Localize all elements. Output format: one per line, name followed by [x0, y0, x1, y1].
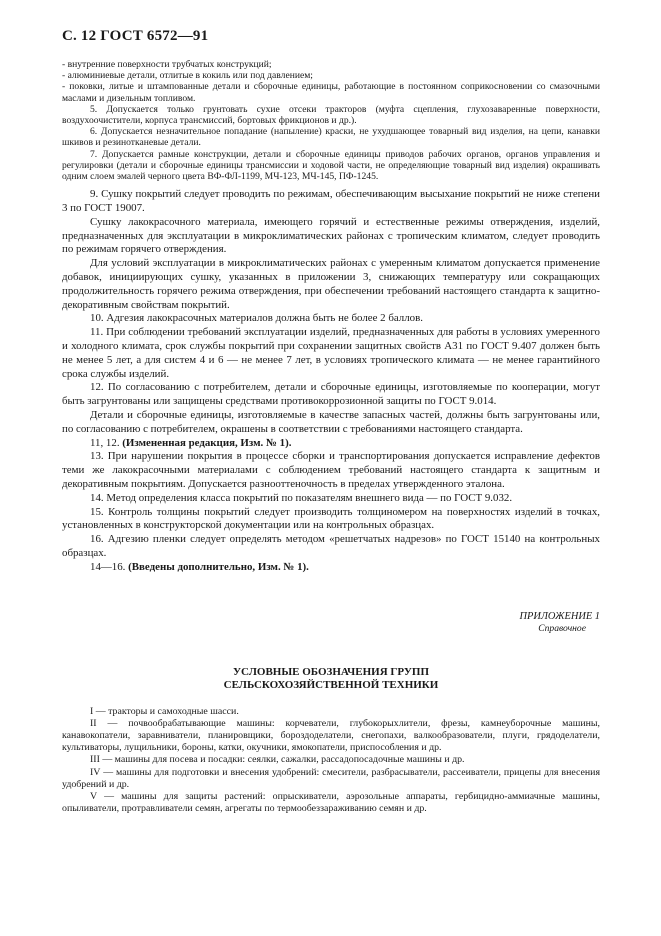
clause-16: 16. Адгезию пленки следует определять методом «решетчатых надрезов» по ГОСТ 15140 на контрольных образцах.	[62, 533, 600, 559]
appendix-label: ПРИЛОЖЕНИЕ 1	[519, 610, 600, 622]
clause-9-additives: Для условий эксплуатации в микроклиматических районах с умеренным климатом допускается применение добавок, инициирующих сушку, указанных в приложении 3, снижающих температуру или сокращающих продолжительность горячего режима отверждения, при обеспечении требований настоящего стандарта к защитно-декоративным свойствам покрытий.	[62, 257, 600, 311]
document-page	[62, 28, 600, 815]
clause-9-drying-tropical: Сушку лакокрасочного материала, имеющего горячий и естественные режимы отверждения, изделий, предназначенных для эксплуатации в микроклиматических районах с тропическим климатом, следует проводить по режимам горячего отверждения.	[62, 215, 600, 256]
clause-12: 12. По согласованию с потребителем, детали и сборочные единицы, изготовляемые по кооперации, могут быть загрунтованы или защищены средствами противокоррозионной защиты по ГОСТ 9.014.	[62, 381, 600, 408]
appendix-title-line-1: УСЛОВНЫЕ ОБОЗНАЧЕНИЯ ГРУПП	[232, 665, 430, 678]
appendix-item-1: I — тракторы и самоходные шасси.	[90, 705, 239, 717]
clause-15: 15. Контроль толщины покрытий следует производить толщиномером на поверхностях изделий в точках, установленных в конструкторской документации или на контрольных образцах.	[62, 505, 600, 532]
amendment-text: (Введены дополнительно, Изм. № 1).	[128, 560, 309, 573]
clause-11: 11. При соблюдении требований эксплуатации изделий, предназначенных для работы в условиях умеренного и холодного климата, срок службы покрытий при сохранении защитных свойств А31 по ГОСТ 9.407 должен быть не менее 5 лет, а для систем 4 и 6 — не менее 7 лет, в условиях тропического климата — не менее гарантийного срока службы изделий.	[62, 326, 600, 380]
amendment-note-11-12	[62, 437, 600, 451]
amendment-text: (Измененная редакция, Изм. № 1).	[122, 436, 292, 449]
clause-5: 5. Допускается только грунтовать сухие отсеки тракторов (муфта сцепления, глухозаваренные поверхности, воздухоочистители, корпуса трансмиссий, бортовых фрикционов и др.).	[62, 103, 600, 127]
clause-12-spare-parts: Детали и сборочные единицы, изготовляемые в качестве запасных частей, должны быть загрунтованы или, по согласованию с потребителем, окрашены в соответствии с требованиями настоящего стандарта.	[62, 408, 600, 435]
clause-9: 9. Сушку покрытий следует проводить по режимам, обеспечивающим высыхание покрытий не ниже степени 3 по ГОСТ 19007.	[62, 188, 600, 215]
page-header: С. 12 ГОСТ 6572—91	[62, 28, 209, 44]
appendix-item-3: III — машины для посева и посадки: сеялки, сажалки, рассадопосадочные машины и др.	[90, 754, 465, 766]
clause-7: 7. Допускается рамные конструкции, детали и сборочные единицы приводов рабочих органов, органов управления и регулировки (детали и сборочные единицы трансмиссии и ходовой части, не определяющие товарный вид изделия) окрашивать одним слоем эмалей черного цвета ВФ-ФЛ-1199, МЧ-123, МЧ-145, ПФ-1245.	[62, 148, 600, 183]
appendix-title-line-2: СЕЛЬСКОХОЗЯЙСТВЕННОЙ ТЕХНИКИ	[223, 678, 439, 691]
appendix-item-4: IV — машины для подготовки и внесения удобрений: смесители, разбрасыватели, рассеиватели, прицепы для внесения удобрений и др.	[62, 766, 600, 790]
clause-13: 13. При нарушении покрытия в процессе сборки и транспортирования допускается исправление дефектов теми же лакокрасочными материалами с соблюдением требований настоящего стандарта к защитным и декоративным покрытиям. Допускается разнооттеночность в пределах утвержденного эталона.	[62, 450, 600, 490]
appendix-sublabel: Справочное	[538, 622, 586, 634]
amendment-prefix: 14—16.	[90, 560, 126, 573]
appendix-item-5: V — машины для защиты растений: опрыскиватели, аэрозольные аппараты, гербицидно-аммиачные машины, опыливатели, протравливатели семян, агрегаты по термообеззараживанию семян и др.	[62, 790, 600, 815]
clause-10: 10. Адгезия лакокрасочных материалов должна быть не более 2 баллов.	[90, 312, 423, 325]
amendment-note-14-16	[62, 561, 600, 575]
appendix-item-2: II — почвообрабатывающие машины: корчеватели, глубокорыхлители, фрезы, камнеуборочные машины, канавокопатели, заравниватели, планировщики, бороздоделатели, снегопахи, валкообразователи, плуги, грядоделатели, культиваторы, лущильники, бороны, катки, окучники, ямокопатели, приспособления и др.	[62, 717, 600, 754]
list-item-forgings: - поковки, литые и штампованные детали и сборочные единицы, работающие в постоянном соприкосновении со смазочными маслами и дизельным топливом.	[62, 81, 600, 104]
clause-6: 6. Допускается незначительное попадание (напыление) краски, не ухудшающее товарный вид изделия, на цепи, канавки шкивов и резинотканевые детали.	[62, 126, 600, 149]
list-item-aluminium-parts: - алюминиевые детали, отлитые в кокиль или под давлением;	[62, 70, 313, 82]
amendment-prefix: 11, 12.	[90, 436, 120, 449]
appendix-title	[62, 666, 600, 692]
clause-14: 14. Метод определения класса покрытий по показателям внешнего вида — по ГОСТ 9.032.	[90, 491, 513, 504]
list-item-inner-surfaces: - внутренние поверхности трубчатых конструкций;	[62, 59, 272, 70]
